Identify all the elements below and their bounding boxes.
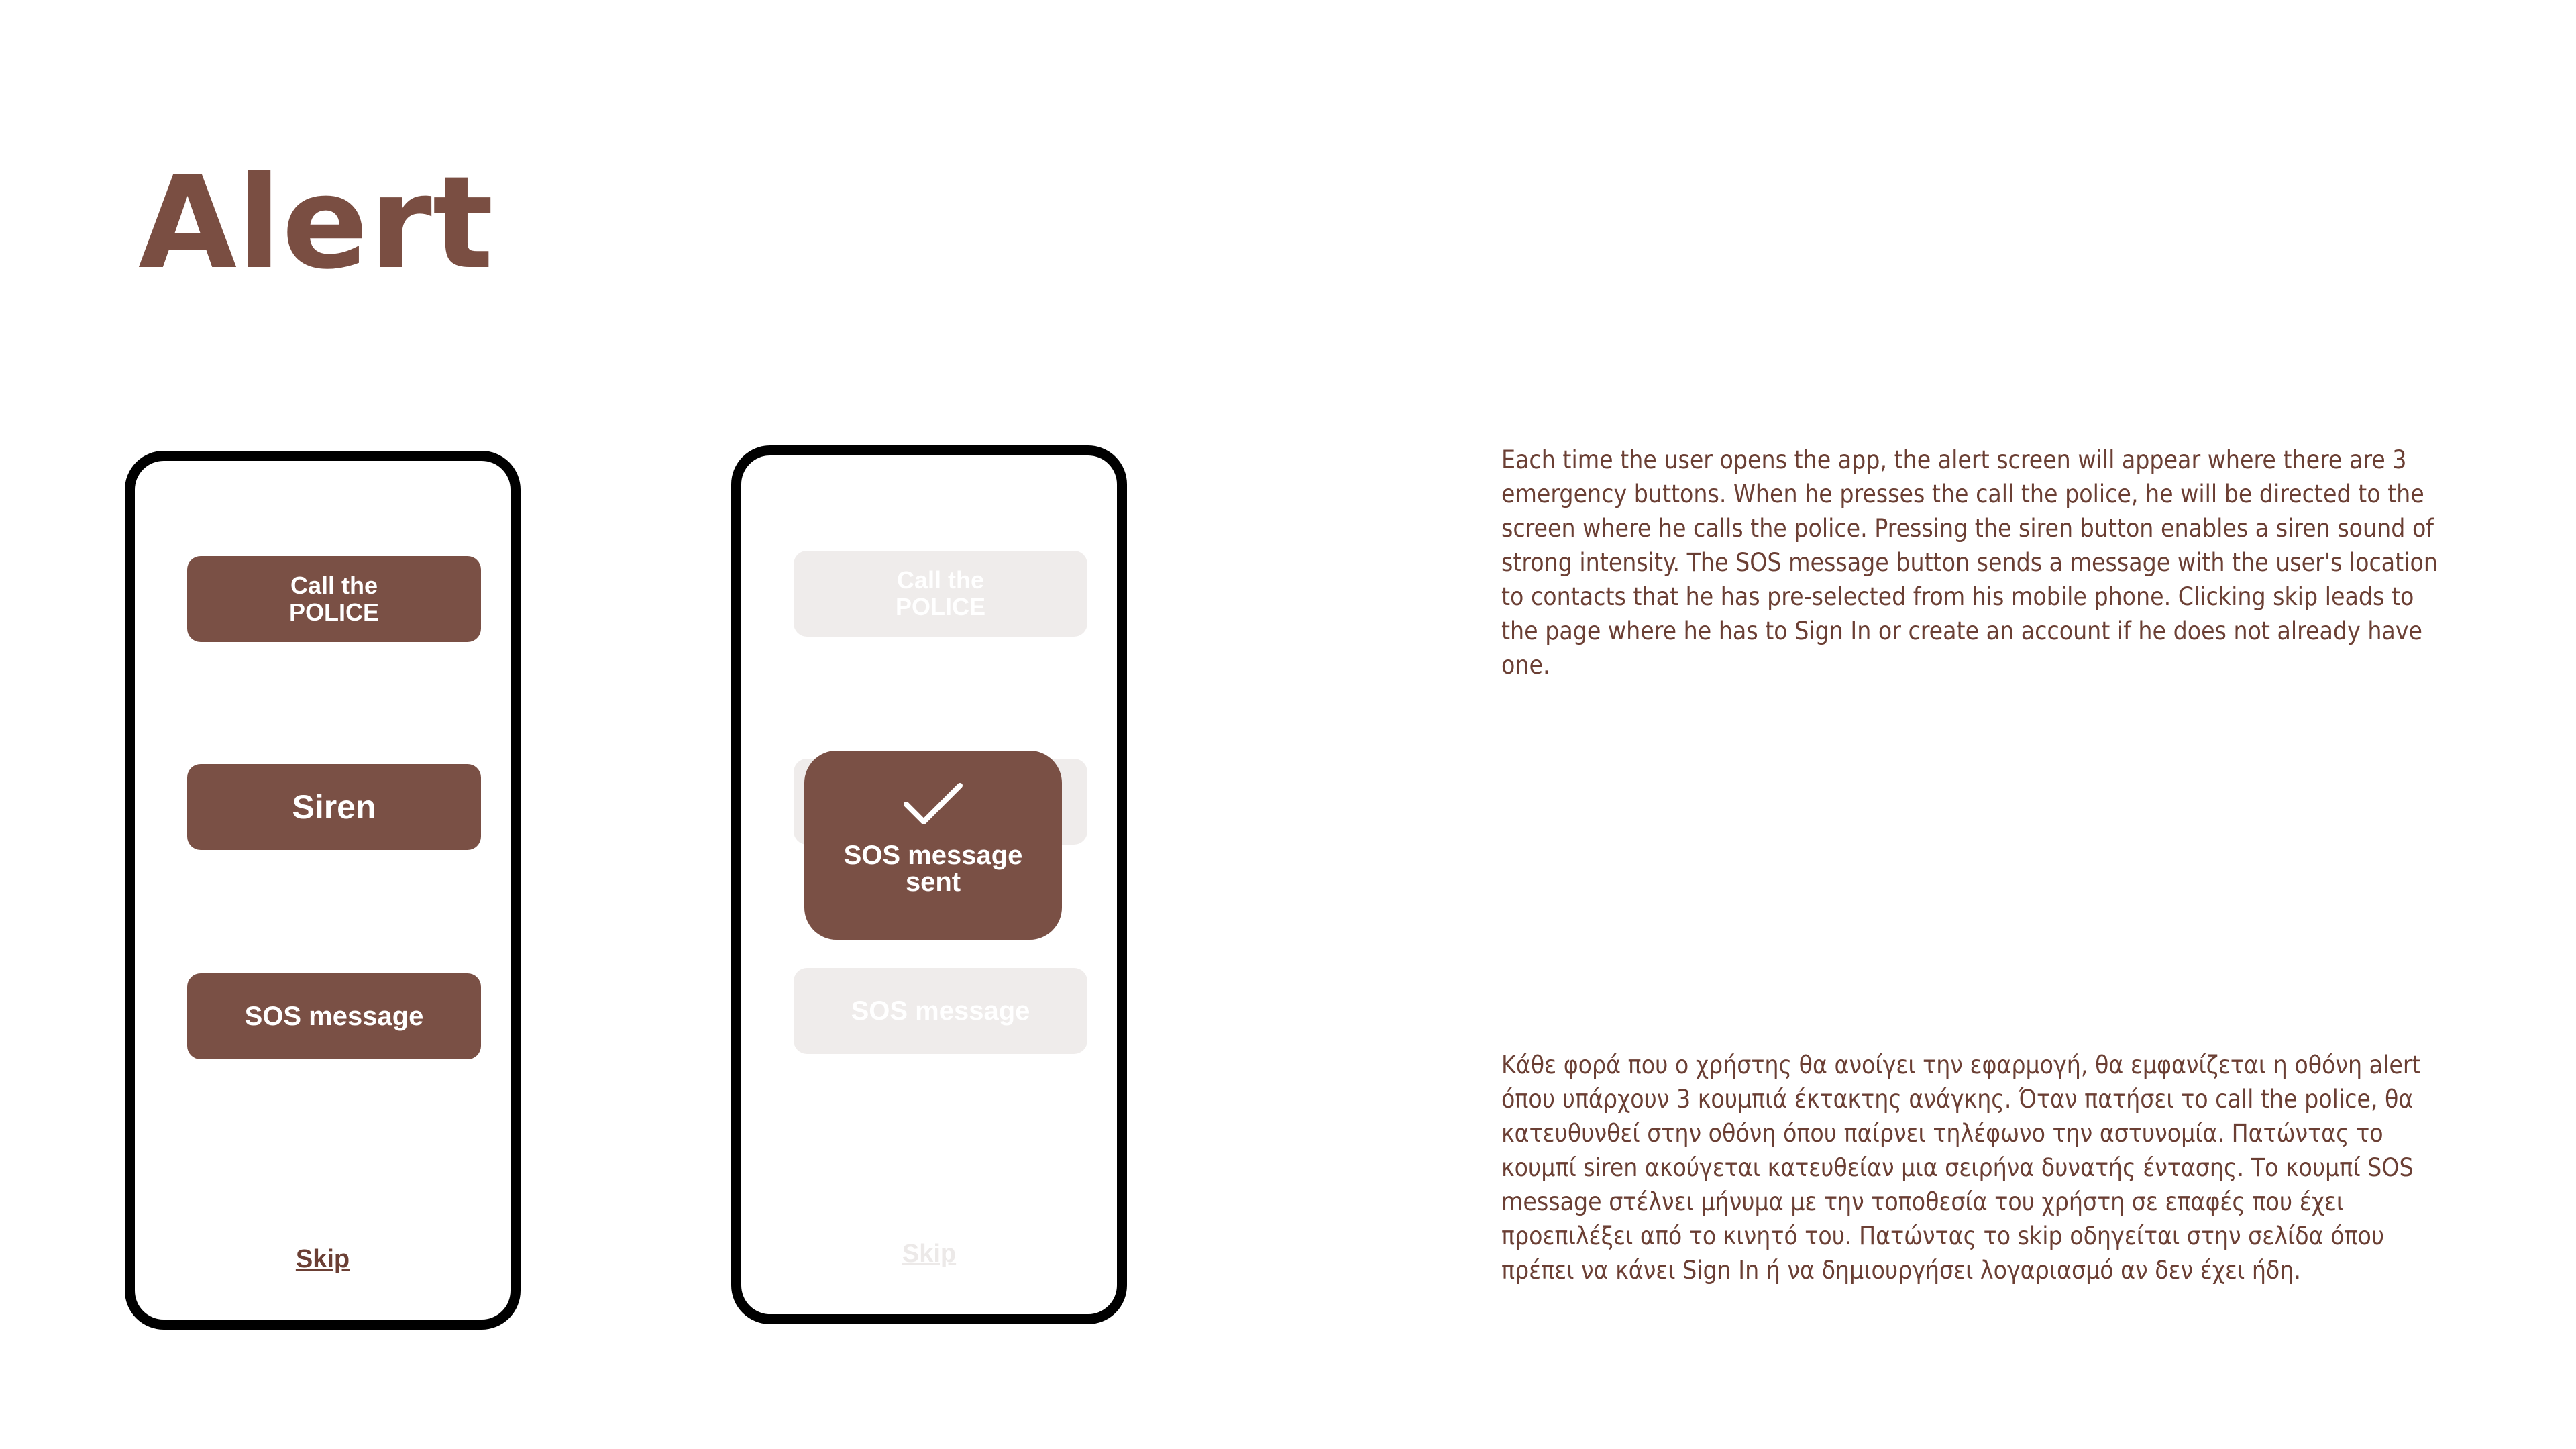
call-police-button-disabled — [794, 551, 1087, 637]
skip-link-disabled: Skip — [902, 1240, 957, 1268]
siren-label: Siren — [292, 788, 376, 826]
checkmark-icon — [901, 780, 965, 827]
sos-sent-message: SOS message sent — [843, 841, 1023, 897]
sos-message-button[interactable] — [187, 973, 481, 1059]
call-police-label: Call the POLICE — [288, 572, 379, 626]
call-police-button[interactable] — [187, 556, 481, 642]
sos-sent-confirmation — [804, 751, 1062, 940]
sos-message-label: SOS message — [851, 996, 1030, 1026]
skip-link[interactable]: Skip — [295, 1245, 350, 1273]
phone-mockup-alert — [125, 451, 521, 1330]
description-greek: Κάθε φορά που ο χρήστης θα ανοίγει την εφαρμογή, θα εμφανίζεται η οθόνη alert όπου υπάρχουν 3 κουμπιά έκτακτης ανάγκης. Όταν πατήσει το call the police, θα κατευθυνθεί στην οθόνη όπου παίρνει τηλέφωνο την αστυνομία. Πατώντας το κουμπί siren ακούγεται κατευθείαν μια σειρήνα δυνατής έντασης. Το κουμπί SOS message στέλνει μήνυμα με την τοποθεσία του χρήστη σε επαφές που έχει προεπιλέξει από το κινητό του. Πατώντας το skip οδηγείται στην σελίδα όπου πρέπει να κάνει Sign In ή να δημιουργήσει λογαριασμό αν δεν έχει ήδη. — [1501, 1051, 2421, 1285]
sos-message-button-disabled — [794, 968, 1087, 1054]
call-police-label: Call the POLICE — [895, 566, 985, 621]
sos-message-label: SOS message — [244, 1001, 424, 1031]
page-title: Alert — [138, 149, 494, 297]
description-english: Each time the user opens the app, the alert screen will appear where there are 3 emergency buttons. When he presses the call the police, he will be directed to the screen where he calls the police. Pressing the siren button enables a siren sound of strong intensity. The SOS message button sends a message with the user's location to contacts that he has pre-selected from his mobile phone. Clicking skip leads to the page where he has to Sign In or create an account if he does not already have one. — [1501, 445, 2438, 680]
siren-button[interactable] — [187, 764, 481, 850]
